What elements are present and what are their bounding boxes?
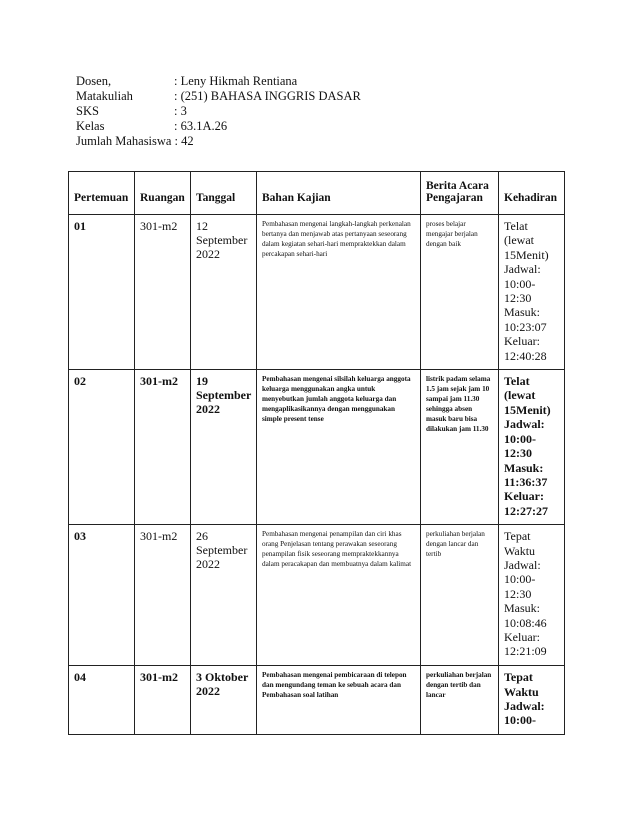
attendance-line: (lewat — [504, 233, 534, 248]
material-cell: Pembahasan mengenai pembicaraan di telepon dan mengundang teman ke sebuah acara dan Pembahasan soal latihan — [257, 666, 421, 735]
header-room: Ruangan — [135, 172, 191, 215]
header-attendance: Kehadiran — [499, 172, 565, 215]
room-cell: 301-m2 — [135, 525, 191, 666]
attendance-line: 15Menit) — [504, 247, 549, 262]
date-cell: 3 Oktober 2022 — [191, 666, 257, 735]
info-label: Matakuliah — [76, 89, 133, 103]
table-row — [69, 666, 565, 735]
attendance-cell — [499, 370, 565, 525]
attendance-cell — [499, 666, 565, 735]
attendance-line: 12:30 — [504, 586, 532, 601]
material-cell: Pembahasan mengenai silsilah keluarga anggota keluarga menggunakan angka untuk menyebutkan jumlah anggota keluarga dan mengaplikasikannya dengan menggunakan simple present tense — [257, 370, 421, 525]
header-date: Tanggal — [191, 172, 257, 215]
info-label: SKS — [76, 104, 99, 118]
info-row-credits — [76, 104, 361, 119]
report-cell: listrik padam selama 1.5 jam sejak jam 10 sampai jam 11.30 sehingga absen masuk baru bisa dilakukan jam 11.30 — [421, 370, 499, 525]
header-meeting: Pertemuan — [69, 172, 135, 215]
attendance-line: Keluar: — [504, 489, 544, 504]
attendance-line: Telat — [504, 374, 530, 389]
attendance-table — [68, 171, 565, 735]
attendance-line: Jadwal: — [504, 557, 541, 572]
room-cell: 301-m2 — [135, 370, 191, 525]
info-row-students — [76, 134, 361, 149]
info-value: : (251) BAHASA INGGRIS DASAR — [174, 89, 361, 103]
attendance-line: 15Menit) — [504, 402, 551, 417]
meeting-number: 04 — [69, 666, 135, 735]
attendance-line: Waktu — [504, 684, 539, 699]
attendance-line: 12:21:09 — [504, 644, 547, 659]
attendance-line: 12:27:27 — [504, 503, 548, 518]
attendance-line: Masuk: — [504, 305, 540, 320]
attendance-line: 10:23:07 — [504, 319, 547, 334]
report-cell: perkuliahan berjalan dengan lancar dan tertib — [421, 525, 499, 666]
attendance-line: 10:00- — [504, 713, 536, 728]
date-cell: 19 September 2022 — [191, 370, 257, 525]
header-material: Bahan Kajian — [257, 172, 421, 215]
attendance-line: 11:36:37 — [504, 474, 548, 489]
attendance-line: Waktu — [504, 543, 536, 558]
attendance-line: Tepat — [504, 670, 533, 685]
attendance-line: 12:40:28 — [504, 348, 547, 363]
room-cell: 301-m2 — [135, 215, 191, 370]
info-row-course — [76, 89, 361, 104]
table-row — [69, 215, 565, 370]
table-row — [69, 370, 565, 525]
room-cell: 301-m2 — [135, 666, 191, 735]
info-value: : Leny Hikmah Rentiana — [174, 74, 298, 88]
attendance-line: 12:30 — [504, 291, 532, 306]
info-label: Dosen, — [76, 74, 112, 88]
date-cell: 12 September 2022 — [191, 215, 257, 370]
attendance-line: 10:00- — [504, 431, 536, 446]
attendance-line: Jadwal: — [504, 417, 545, 432]
attendance-line: (lewat — [504, 388, 536, 403]
info-row-lecturer — [76, 74, 361, 89]
date-cell: 26 September 2022 — [191, 525, 257, 666]
meeting-number: 02 — [69, 370, 135, 525]
material-cell: Pembahasan mengenai langkah-langkah perkenalan bertanya dan menjawab atas pertanyaan seseorang dalam kegiatan sehari-hari mempraktekkan dalam percakapan sehari-hari — [257, 215, 421, 370]
attendance-line: Keluar: — [504, 334, 540, 349]
attendance-line: Jadwal: — [504, 262, 541, 277]
attendance-line: Keluar: — [504, 629, 540, 644]
info-label: Jumlah Mahasiswa — [76, 134, 172, 148]
attendance-line: 10:00- — [504, 572, 536, 587]
attendance-line: Masuk: — [504, 601, 540, 616]
info-row-class — [76, 119, 361, 134]
attendance-line: Tepat — [504, 529, 531, 544]
attendance-cell — [499, 525, 565, 666]
report-cell: perkuliahan berjalan dengan tertib dan lancar — [421, 666, 499, 735]
attendance-line: 10:00- — [504, 276, 536, 291]
info-value: : 63.1A.26 — [174, 119, 228, 133]
attendance-line: Masuk: — [504, 460, 544, 475]
table-row — [69, 525, 565, 666]
attendance-line: 12:30 — [504, 446, 532, 461]
info-value: : 3 — [174, 104, 187, 118]
info-label: Kelas — [76, 119, 105, 133]
header-report: Berita Acara Pengajaran — [421, 172, 499, 215]
report-cell: proses belajar mengajar berjalan dengan baik — [421, 215, 499, 370]
meeting-number: 01 — [69, 215, 135, 370]
table-header-row — [69, 172, 565, 215]
meeting-number: 03 — [69, 525, 135, 666]
attendance-cell — [499, 215, 565, 370]
attendance-line: 10:08:46 — [504, 615, 547, 630]
attendance-line: Telat — [504, 219, 528, 233]
material-cell: Pembahasan mengenai penampilan dan ciri khas orang Penjelasan tentang perawakan seseorang penampilan fisik seseorang mempraktekkannya dalam peracakapan dan membuatnya dalam kalimat — [257, 525, 421, 666]
info-value: : 42 — [174, 134, 194, 148]
attendance-line: Jadwal: — [504, 698, 545, 713]
course-info — [76, 74, 361, 149]
